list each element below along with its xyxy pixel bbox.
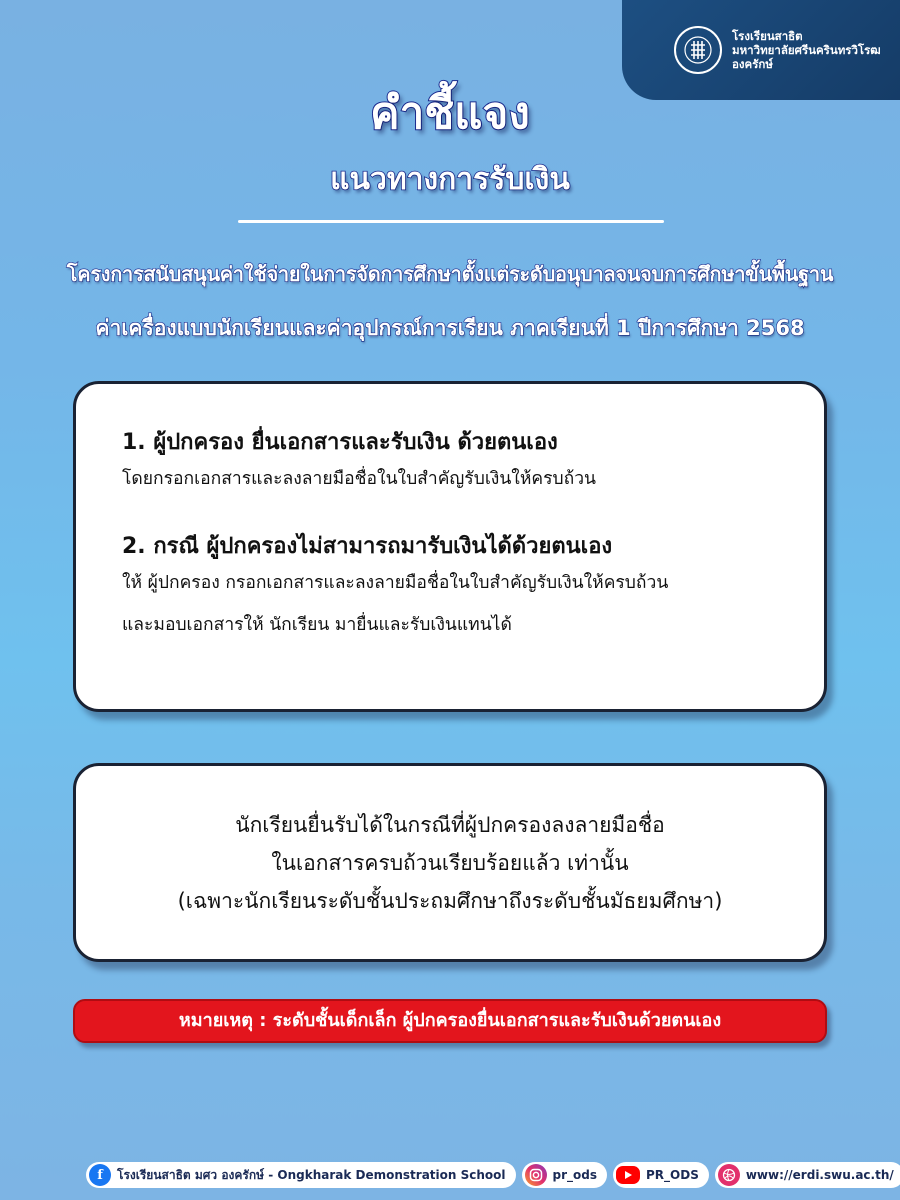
school-name-line2: มหาวิทยาลัยศรีนครินทรวิโรฒ xyxy=(732,43,881,57)
school-name-line1: โรงเรียนสาธิต xyxy=(732,29,803,43)
facebook-link[interactable] xyxy=(86,1162,516,1188)
step2-text-line2: และมอบเอกสารให้ นักเรียน มายื่นและรับเงินแทนได้ xyxy=(122,615,512,635)
title-divider xyxy=(238,220,664,223)
page-subtitle: แนวทางการรับเงิน xyxy=(330,162,570,197)
school-name xyxy=(732,29,881,71)
student-notice-line1: นักเรียนยื่นรับได้ในกรณีที่ผู้ปกครองลงลายมือชื่อ xyxy=(235,813,665,837)
facebook-icon: f xyxy=(89,1164,111,1186)
website-link[interactable] xyxy=(715,1162,900,1188)
website-label: www://erdi.swu.ac.th/ xyxy=(745,1168,894,1182)
page-title: คำชี้แจง xyxy=(370,88,530,139)
student-notice-line2: ในเอกสารครบถ้วนเรียบร้อยแล้ว เท่านั้น xyxy=(271,851,629,875)
student-notice-card xyxy=(73,763,827,962)
youtube-label: PR_ODS xyxy=(646,1168,699,1182)
youtube-link[interactable] xyxy=(613,1162,709,1188)
step2-heading: 2. กรณี ผู้ปกครองไม่สามารถมารับเงินได้ด้วยตนเอง xyxy=(122,534,613,559)
step1-text: โดยกรอกเอกสารและลงลายมือชื่อในใบสำคัญรับเงินให้ครบถ้วน xyxy=(122,469,596,489)
remark-banner: หมายเหตุ : ระดับชั้นเด็กเล็ก ผู้ปกครองยื่นเอกสารและรับเงินด้วยตนเอง xyxy=(73,999,827,1043)
globe-icon xyxy=(718,1164,740,1186)
instagram-icon xyxy=(525,1164,547,1186)
youtube-icon xyxy=(616,1166,640,1184)
student-notice-line3: (เฉพาะนักเรียนระดับชั้นประถมศึกษาถึงระดับชั้นมัธยมศึกษา) xyxy=(177,889,723,913)
instagram-label: pr_ods xyxy=(552,1168,597,1182)
school-name-line3: องครักษ์ xyxy=(732,57,773,71)
step2-text-line1: ให้ ผู้ปกครอง กรอกเอกสารและลงลายมือชื่อในใบสำคัญรับเงินให้ครบถ้วน xyxy=(122,573,669,593)
footer-social-bar xyxy=(86,1158,900,1192)
instagram-link[interactable] xyxy=(522,1162,607,1188)
project-name: โครงการสนับสนุนค่าใช้จ่ายในการจัดการศึกษาตั้งแต่ระดับอนุบาลจนจบการศึกษาขั้นพื้นฐาน xyxy=(66,262,834,286)
school-seal-icon xyxy=(674,26,722,74)
step1-heading: 1. ผู้ปกครอง ยื่นเอกสารและรับเงิน ด้วยตนเอง xyxy=(122,430,558,455)
facebook-label: โรงเรียนสาธิต มศว องครักษ์ - Ongkharak Demonstration School xyxy=(117,1167,506,1182)
project-detail: ค่าเครื่องแบบนักเรียนและค่าอุปกรณ์การเรียน ภาคเรียนที่ 1 ปีการศึกษา 2568 xyxy=(95,316,805,340)
instructions-card xyxy=(73,381,827,712)
